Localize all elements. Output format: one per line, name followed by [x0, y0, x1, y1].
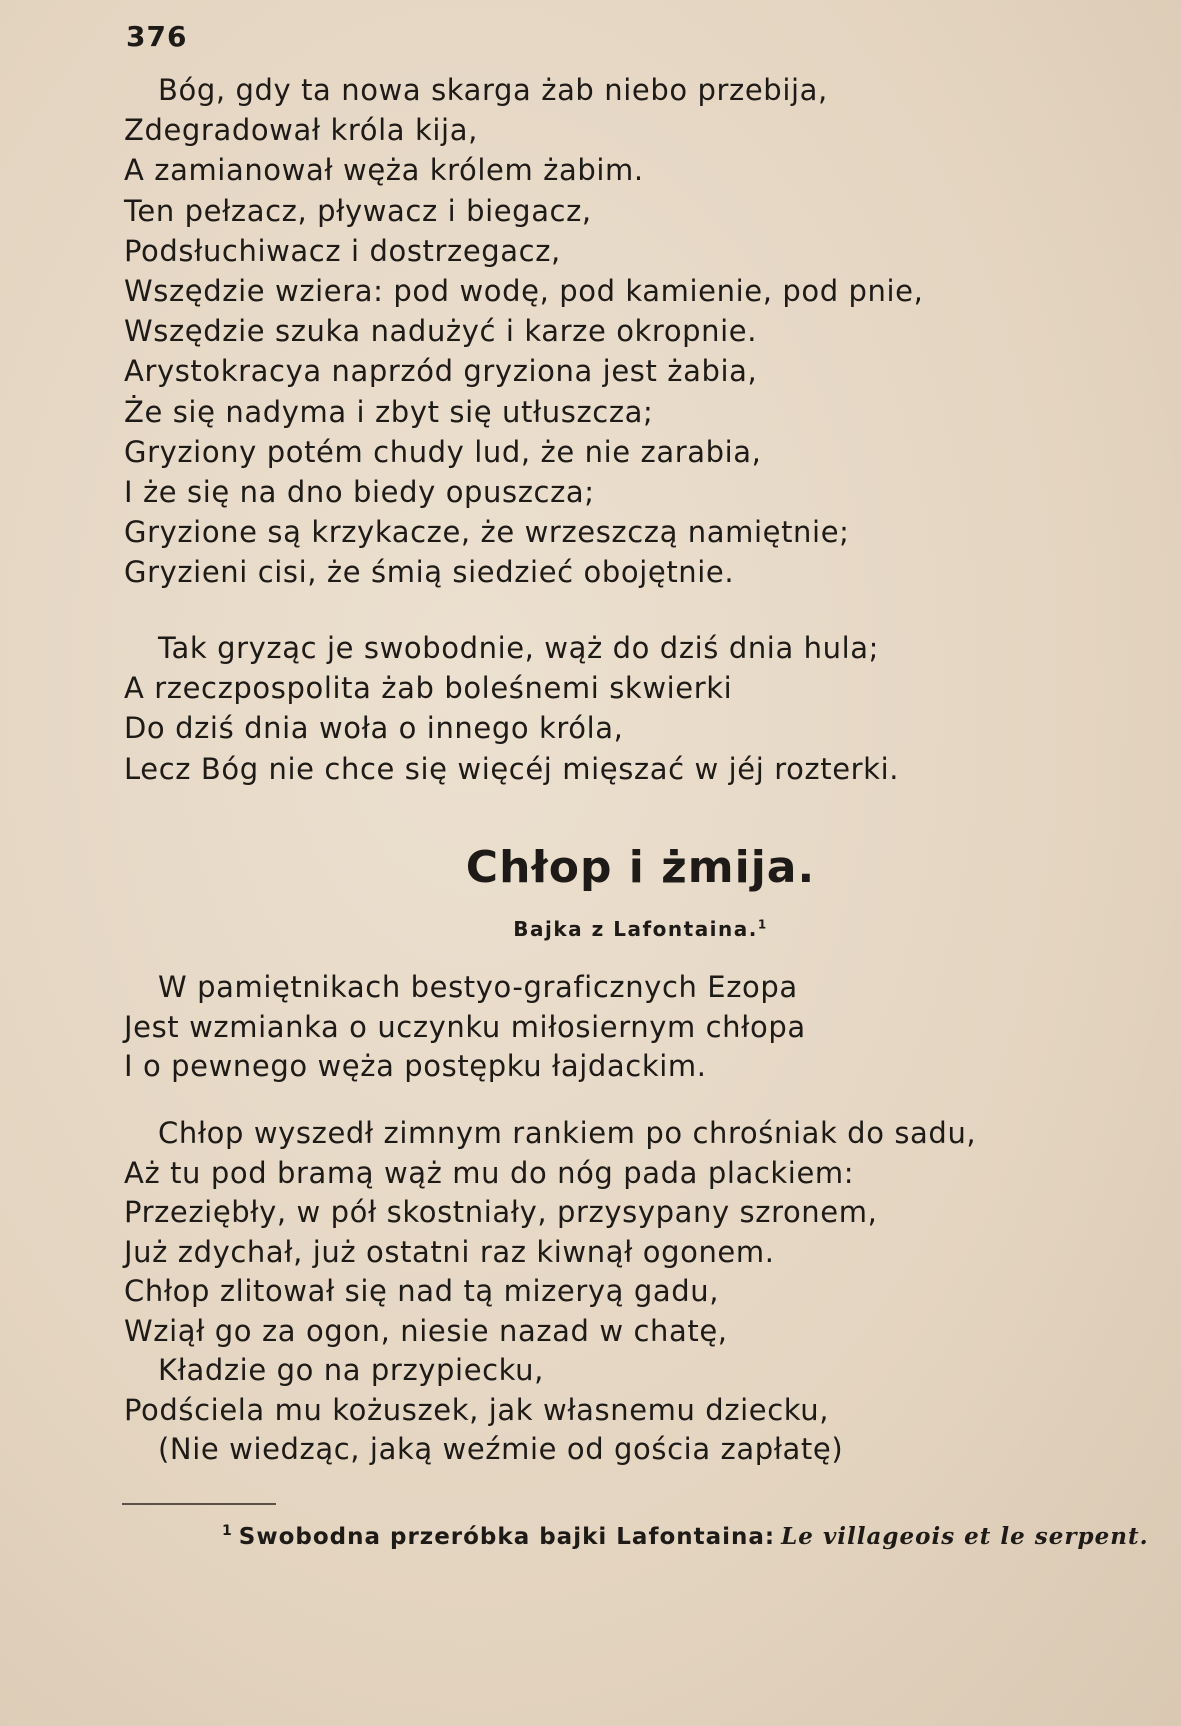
footnote-italic-title: Le villageois et le serpent.	[781, 1523, 1149, 1550]
footnote-divider	[122, 1503, 276, 1505]
verse-line: Chłop wyszedł zimnym rankiem po chrośniak do sadu,	[158, 1116, 977, 1150]
footnote-text: Swobodna przeróbka bajki Lafontaina:	[238, 1524, 776, 1550]
verse-line: Wszędzie szuka nadużyć i karze okropnie.	[124, 314, 758, 349]
verse-line: Że się nadyma i zbyt się utłuszcza;	[124, 394, 654, 429]
verse-line: Chłop zlitował się nad tą mizeryą gadu,	[124, 1274, 720, 1308]
verse-line: Wziął go za ogon, niesie nazad w chatę,	[124, 1313, 728, 1348]
verse-line: Bóg, gdy ta nowa skarga żab niebo przebija,	[158, 73, 828, 107]
verse-line: I że się na dno biedy opuszcza;	[124, 474, 595, 509]
stanza-3	[124, 968, 806, 1087]
verse-line: Ten pełzacz, pływacz i biegacz,	[124, 193, 592, 228]
verse-line: Arystokracya naprzód gryziona jest żabia,	[124, 354, 758, 389]
verse-line: Aż tu pod bramą wąż mu do nóg pada plackiem:	[124, 1155, 855, 1190]
verse-line: Jest wzmianka o uczynku miłosiernym chłopa	[124, 1009, 806, 1044]
verse-line: Gryzione są krzykacze, że wrzeszczą namiętnie;	[124, 515, 850, 550]
verse-line: (Nie wiedząc, jaką weźmie od gościa zapłatę)	[158, 1432, 844, 1466]
verse-line: Gryziony potém chudy lud, że nie zarabia,	[124, 434, 762, 469]
verse-line: Do dziś dnia woła o innego króla,	[124, 711, 624, 746]
verse-line: Tak gryząc je swobodnie, wąż do dziś dnia hula;	[158, 631, 880, 665]
verse-line: I o pewnego węża postępku łajdackim.	[124, 1049, 707, 1083]
verse-line: Zdegradował króla kija,	[124, 113, 478, 148]
footnote	[222, 1523, 1149, 1550]
page-number: 376	[126, 20, 188, 53]
verse-line: Przeziębły, w pół skostniały, przysypany szronem,	[124, 1195, 878, 1229]
verse-line: Gryzieni cisi, że śmią siedzieć obojętnie.	[124, 555, 735, 590]
verse-line: A zamianował węża królem żabim.	[124, 153, 644, 188]
verse-line: Podściela mu kożuszek, jak własnemu dziecku,	[124, 1392, 830, 1427]
verse-line: W pamiętnikach bestyo-graficznych Ezopa	[158, 970, 798, 1004]
footnote-reference-marker[interactable]: 1	[757, 917, 768, 932]
verse-line: Już zdychał, już ostatni raz kiwnął ogonem.	[124, 1234, 775, 1269]
poem-title: Chłop i żmija.	[465, 842, 816, 893]
stanza-1	[124, 70, 923, 592]
verse-line: A rzeczpospolita żab boleśnemi skwierki	[124, 671, 733, 706]
stanza-4	[124, 1114, 976, 1470]
poem-subtitle	[0, 917, 1181, 941]
verse-line: Lecz Bóg nie chce się więcéj mięszać w jéj rozterki.	[124, 751, 900, 786]
verse-line: Wszędzie wziera: pod wodę, pod kamienie, pod pnie,	[124, 273, 924, 308]
poem-subtitle-text: Bajka z Lafontaina.	[513, 917, 758, 941]
verse-line: Podsłuchiwacz i dostrzegacz,	[124, 233, 561, 268]
verse-line: Kładzie go na przypiecku,	[158, 1353, 544, 1387]
stanza-2	[124, 628, 899, 789]
footnote-marker: 1	[222, 1523, 233, 1540]
